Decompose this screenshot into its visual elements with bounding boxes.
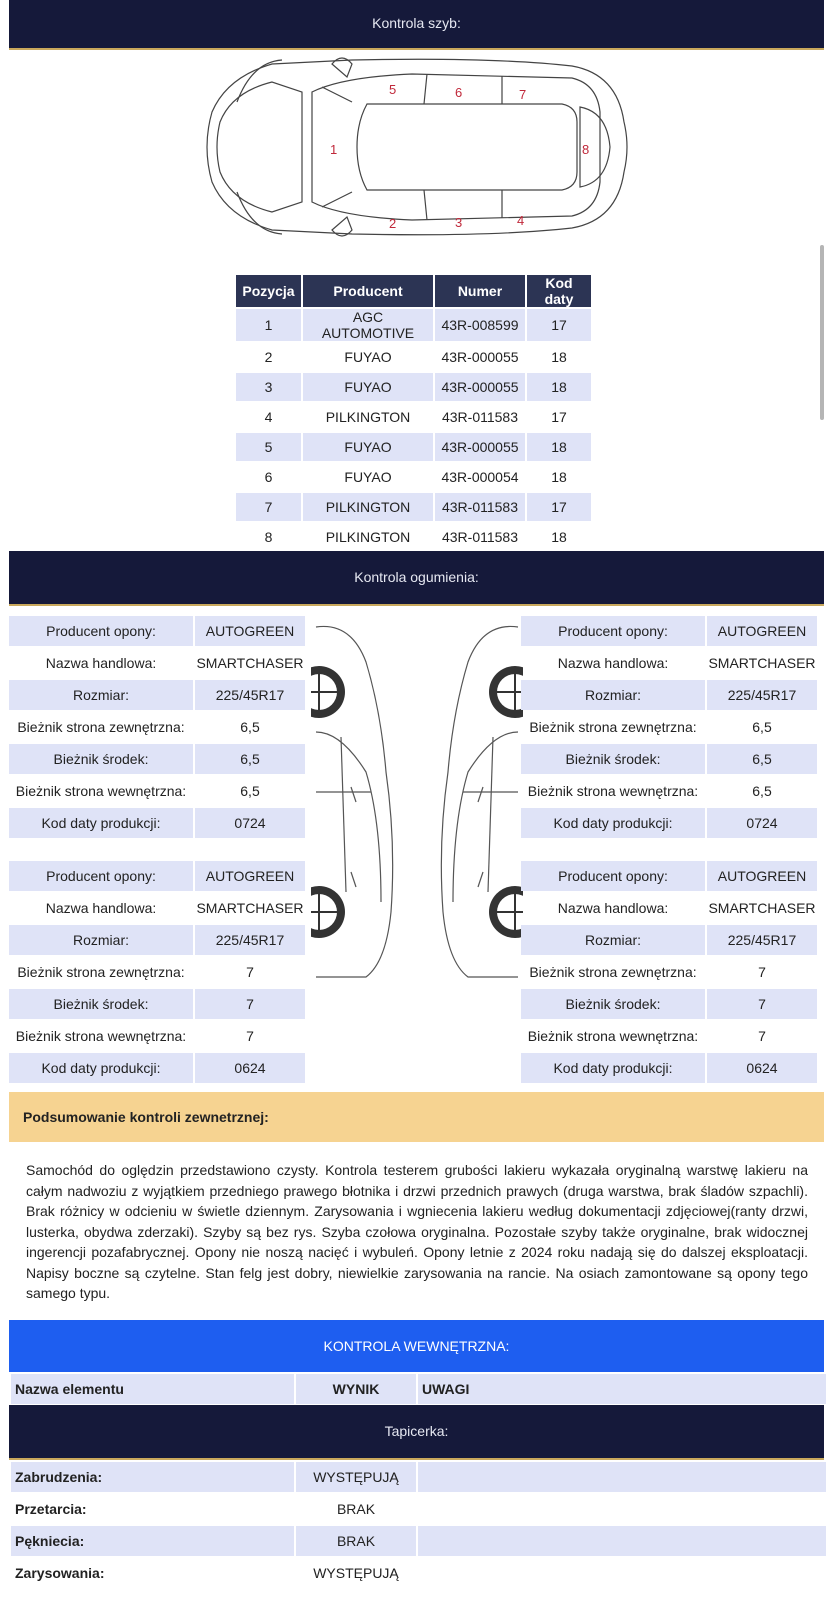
tire-label: Nazwa handlowa:	[45, 900, 157, 916]
element-name: Zarysowania:	[15, 1565, 105, 1581]
tire-value: 7	[195, 989, 305, 1019]
tire-value: 7	[246, 964, 254, 980]
table-row	[11, 1462, 826, 1492]
glass-marker-8: 8	[582, 142, 590, 157]
header-nazwa-elementu: Nazwa elementu	[11, 1374, 294, 1404]
table-row	[521, 1053, 817, 1083]
tire-label: Bieżnik strona wewnętrzna:	[15, 783, 187, 799]
glass-table-header-row	[236, 275, 591, 307]
car-top-view-diagram	[192, 52, 642, 242]
table-row	[9, 808, 305, 838]
table-row	[11, 1558, 826, 1588]
glass-section-header	[9, 0, 824, 50]
tire-label: Bieżnik strona wewnętrzna:	[527, 1028, 699, 1044]
cell-producent: PILKINGTON	[303, 493, 433, 521]
cell-producent: FUYAO	[344, 469, 392, 485]
cell-numer: 43R-008599	[435, 309, 525, 341]
glass-marker-2: 2	[389, 216, 397, 231]
cell-kod-daty: 18	[551, 349, 567, 365]
car-side-view-left	[311, 622, 411, 982]
tire-value: 6,5	[240, 783, 260, 799]
table-row	[9, 648, 305, 678]
cell-pozycja: 1	[236, 309, 301, 341]
element-notes	[418, 1462, 826, 1492]
table-row	[236, 493, 591, 521]
tire-label: Bieżnik strona zewnętrzna:	[17, 719, 185, 735]
table-row	[521, 616, 817, 646]
element-name: Pękniecia:	[11, 1526, 294, 1556]
tire-section-title: Kontrola ogumienia:	[354, 569, 479, 585]
tire-value: 7	[707, 989, 817, 1019]
table-row	[521, 893, 817, 923]
tire-label: Producent opony:	[9, 861, 193, 891]
table-row	[521, 648, 817, 678]
glass-marker-3: 3	[455, 215, 463, 230]
element-result: WYSTĘPUJĄ	[313, 1565, 399, 1581]
tire-value: AUTOGREEN	[195, 861, 305, 891]
header-wynik: WYNIK	[296, 1374, 416, 1404]
header-uwagi: UWAGI	[418, 1374, 826, 1404]
tire-value: 6,5	[752, 719, 772, 735]
table-row	[9, 744, 305, 774]
tire-value: 0624	[707, 1053, 817, 1083]
cell-numer: 43R-000055	[435, 373, 525, 401]
cell-kod-daty: 17	[551, 409, 567, 425]
tire-value: 6,5	[707, 744, 817, 774]
cell-pozycja: 4	[264, 409, 273, 425]
tire-label: Producent opony:	[521, 616, 705, 646]
tire-value: SMARTCHASER	[196, 900, 304, 916]
tire-value: 225/45R17	[707, 680, 817, 710]
cell-kod-daty: 17	[527, 493, 591, 521]
table-row	[521, 712, 817, 742]
tire-label: Kod daty produkcji:	[9, 1053, 193, 1083]
element-name: Przetarcia:	[15, 1501, 87, 1517]
tire-label: Kod daty produkcji:	[9, 808, 193, 838]
tire-table-rear-right	[519, 859, 819, 1085]
tire-label: Rozmiar:	[521, 925, 705, 955]
glass-table	[234, 273, 593, 553]
interior-section-title: KONTROLA WEWNĘTRZNA:	[323, 1338, 510, 1354]
element-notes	[418, 1494, 826, 1524]
summary-header	[9, 1092, 824, 1142]
table-row	[9, 776, 305, 806]
cell-kod-daty: 18	[527, 373, 591, 401]
glass-section-title: Kontrola szyb:	[372, 15, 461, 31]
glass-marker-1: 1	[330, 142, 338, 157]
table-row	[236, 309, 591, 341]
cell-numer: 43R-000054	[441, 469, 519, 485]
table-row	[521, 925, 817, 955]
tire-label: Rozmiar:	[9, 680, 193, 710]
tire-label: Producent opony:	[9, 616, 193, 646]
element-result: WYSTĘPUJĄ	[296, 1462, 416, 1492]
tire-label: Kod daty produkcji:	[521, 1053, 705, 1083]
cell-numer: 43R-011583	[441, 409, 519, 425]
tire-label: Nazwa handlowa:	[45, 655, 157, 671]
table-row	[521, 861, 817, 891]
tire-value: AUTOGREEN	[195, 616, 305, 646]
cell-kod-daty: 17	[527, 309, 591, 341]
element-name: Zabrudzenia:	[11, 1462, 294, 1492]
cell-pozycja: 7	[236, 493, 301, 521]
summary-title: Podsumowanie kontroli zewnetrznej:	[23, 1109, 269, 1125]
interior-section-header	[9, 1320, 824, 1372]
cell-producent: FUYAO	[303, 433, 433, 461]
tire-value: 7	[758, 1028, 766, 1044]
summary-text: Samochód do oględzin przedstawiono czysty. Kontrola testerem grubości lakieru wykazała oryginalną warstwę lakieru na całym nadwoziu z wyjątkiem przedniego prawego błotnika i drzwi przednich prawych (druga warstwa, brak śladów szpachli). Brak różnicy w odcieniu w świetle dziennym. Zarysowania i wgniecenia lakieru według dokumentacji zdjęciowej(ranty drzwi, lusterka, obydwa zderzaki). Szyby są bez rys. Szyba czołowa oryginalna. Pozostałe szyby także oryginalne, brak widocznej ingerencji pozafabrycznej. Opony nie noszą nacięć i wybuleń. Opony letnie z 2024 roku nadają się do dalszej eksploatacji. Napisy boczne są czytelne. Stan felg jest dobry, niewielkie zarysowania na rancie. Na osiach zamontowane są opony tego samego typu.	[26, 1162, 808, 1301]
table-row	[11, 1374, 826, 1404]
tire-table-front-left	[7, 614, 307, 840]
element-notes	[418, 1526, 826, 1556]
tire-value: 7	[246, 1028, 254, 1044]
table-row	[9, 861, 305, 891]
tire-label: Bieżnik strona wewnętrzna:	[527, 783, 699, 799]
header-kod-daty: Kod daty	[527, 275, 591, 307]
table-row	[521, 744, 817, 774]
scrollbar-thumb[interactable]	[820, 245, 824, 420]
cell-kod-daty: 18	[527, 433, 591, 461]
table-row	[9, 957, 305, 987]
cell-producent: FUYAO	[344, 349, 392, 365]
interior-header-table	[9, 1372, 828, 1406]
tire-label: Nazwa handlowa:	[557, 655, 669, 671]
table-row	[9, 893, 305, 923]
cell-pozycja: 2	[264, 349, 273, 365]
tire-label: Kod daty produkcji:	[521, 808, 705, 838]
table-row	[521, 989, 817, 1019]
tire-value: 0624	[195, 1053, 305, 1083]
tire-label: Bieżnik strona zewnętrzna:	[529, 719, 697, 735]
cell-kod-daty: 18	[551, 529, 567, 545]
table-row	[9, 616, 305, 646]
car-side-view-right	[423, 622, 523, 982]
upholstery-table	[9, 1460, 828, 1590]
cell-pozycja: 3	[236, 373, 301, 401]
tire-table-front-right	[519, 614, 819, 840]
tire-label: Bieżnik środek:	[9, 744, 193, 774]
table-row	[9, 925, 305, 955]
glass-marker-5: 5	[389, 82, 397, 97]
tire-value: 225/45R17	[195, 925, 305, 955]
cell-numer: 43R-011583	[441, 529, 519, 545]
element-notes	[418, 1558, 826, 1588]
tire-table-rear-left	[7, 859, 307, 1085]
table-row	[236, 373, 591, 401]
cell-producent: PILKINGTON	[325, 409, 411, 425]
tire-value: AUTOGREEN	[707, 861, 817, 891]
glass-marker-6: 6	[455, 85, 463, 100]
tire-value: SMARTCHASER	[708, 900, 816, 916]
cell-kod-daty: 18	[551, 469, 567, 485]
tire-label: Bieżnik strona zewnętrzna:	[17, 964, 185, 980]
tire-label: Bieżnik środek:	[521, 989, 705, 1019]
table-row	[521, 1021, 817, 1051]
tire-value: SMARTCHASER	[708, 655, 816, 671]
tire-value: 6,5	[195, 744, 305, 774]
cell-numer: 43R-011583	[435, 493, 525, 521]
tire-value: 6,5	[752, 783, 772, 799]
cell-producent: FUYAO	[303, 373, 433, 401]
table-row	[236, 523, 591, 551]
tire-value: 225/45R17	[195, 680, 305, 710]
header-producent: Producent	[303, 275, 433, 307]
tire-label: Producent opony:	[521, 861, 705, 891]
table-row	[9, 989, 305, 1019]
table-row	[9, 712, 305, 742]
glass-marker-7: 7	[519, 87, 527, 102]
table-row	[236, 463, 591, 491]
upholstery-section-header	[9, 1405, 824, 1460]
element-result: BRAK	[336, 1501, 376, 1517]
header-pozycja: Pozycja	[236, 275, 301, 307]
table-row	[9, 1053, 305, 1083]
tire-label: Nazwa handlowa:	[557, 900, 669, 916]
tire-label: Bieżnik środek:	[521, 744, 705, 774]
tire-value: SMARTCHASER	[196, 655, 304, 671]
table-row	[236, 403, 591, 431]
cell-numer: 43R-000055	[435, 433, 525, 461]
tire-label: Bieżnik strona wewnętrzna:	[15, 1028, 187, 1044]
cell-pozycja: 8	[264, 529, 273, 545]
upholstery-section-title: Tapicerka:	[384, 1423, 449, 1439]
cell-pozycja: 5	[236, 433, 301, 461]
table-row	[11, 1526, 826, 1556]
tire-label: Bieżnik środek:	[9, 989, 193, 1019]
table-row	[521, 776, 817, 806]
table-row	[236, 343, 591, 371]
tire-value: AUTOGREEN	[707, 616, 817, 646]
cell-numer: 43R-000055	[441, 349, 519, 365]
tire-value: 225/45R17	[707, 925, 817, 955]
tire-value: 0724	[707, 808, 817, 838]
tire-label: Rozmiar:	[9, 925, 193, 955]
tire-value: 6,5	[240, 719, 260, 735]
tire-label: Bieżnik strona zewnętrzna:	[529, 964, 697, 980]
table-row	[521, 680, 817, 710]
element-result: BRAK	[296, 1526, 416, 1556]
cell-producent: AGC AUTOMOTIVE	[303, 309, 433, 341]
table-row	[9, 680, 305, 710]
table-row	[521, 808, 817, 838]
glass-marker-4: 4	[517, 213, 525, 228]
table-row	[11, 1494, 826, 1524]
tire-value: 7	[758, 964, 766, 980]
table-row	[236, 433, 591, 461]
cell-producent: PILKINGTON	[325, 529, 411, 545]
tire-label: Rozmiar:	[521, 680, 705, 710]
tire-value: 0724	[195, 808, 305, 838]
table-row	[9, 1021, 305, 1051]
cell-pozycja: 6	[264, 469, 273, 485]
header-numer: Numer	[435, 275, 525, 307]
tire-section-header	[9, 551, 824, 606]
table-row	[521, 957, 817, 987]
